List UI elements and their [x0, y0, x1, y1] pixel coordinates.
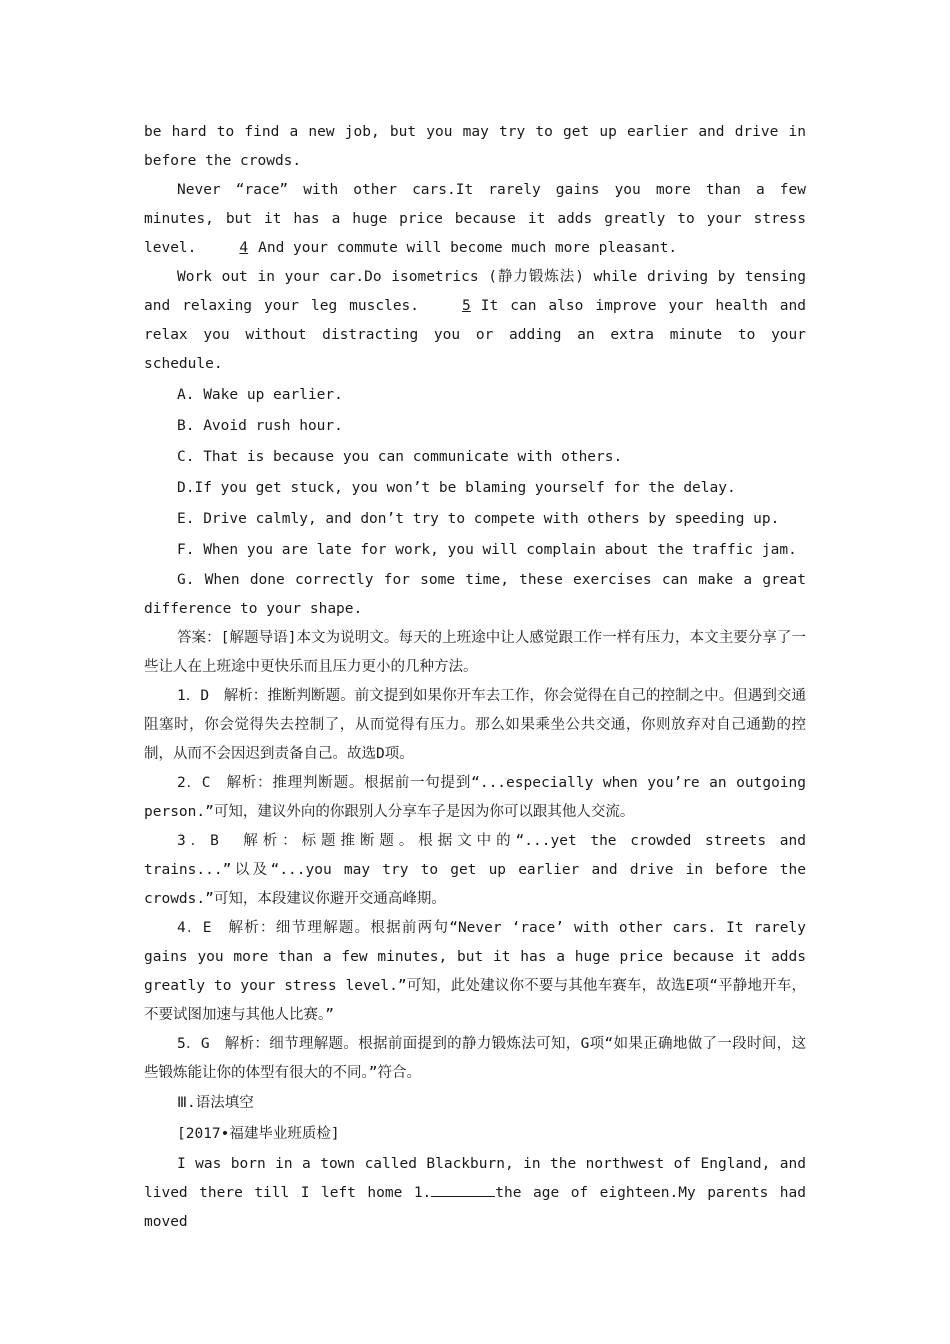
answer-2: 2．C 解析：推理判断题。根据前一句提到“...especially when you’re an outgoing person.”可知，建议外向的你跟别人分享车子是因为你可以跟其他人交流。: [144, 775, 806, 820]
option-g: G. When done correctly for some time, these exercises can make a great difference to your shape.: [144, 572, 806, 617]
answer-intro: 答案：[解题导语]本文为说明文。每天的上班途中让人感觉跟工作一样有压力，本文主要分享了一些让人在上班途中更快乐而且压力更小的几种方法。: [144, 630, 806, 675]
answer-3: 3．B 解析：标题推断题。根据文中的“...yet the crowded streets and trains...”以及“...you may try to get up earlier and drive in before the crowds.”可知，本段建议你避开交通高峰期。: [144, 833, 806, 907]
option-c: C. That is because you can communicate with others.: [177, 449, 623, 465]
blank-4: 4: [239, 240, 249, 256]
grammar-passage: [144, 1150, 806, 1237]
paragraph-2-text: Never “race” with other cars.It rarely gains you more than a few minutes, but it has a huge price because it adds greatly to your stress level.: [144, 182, 806, 256]
option-b: B. Avoid rush hour.: [177, 418, 343, 434]
answer-1: 1．D 解析：推断判断题。前文提到如果你开车去工作，你会觉得在自己的控制之中。但遇到交通阻塞时，你会觉得失去控制了，从而觉得有压力。那么如果乘坐公共交通，你则放弃对自己通勤的控制，从而不会因迟到责备自己。故选D项。: [144, 688, 806, 762]
option-d: D.If you get stuck, you won’t be blaming yourself for the delay.: [177, 480, 736, 496]
document-page: [144, 118, 806, 1237]
paragraph-3-text: Work out in your car.Do isometrics (静力锻炼法) while driving by tensing and relaxing your leg muscles.: [144, 269, 806, 314]
answer-4: 4．E 解析：细节理解题。根据前两句“Never ‘race’ with other cars. It rarely gains you more than a few minutes, but it has a huge price because it adds greatly to your stress level.”可知，此处建议你不要与其他车赛车，故选E项“平静地开车，不要试图加速与其他人比赛。”: [144, 920, 806, 1023]
passage-paragraph-2: [144, 176, 806, 263]
option-e: E. Drive calmly, and don’t try to compete with others by speeding up.: [177, 511, 780, 527]
section-heading: Ⅲ.语法填空: [177, 1095, 254, 1111]
section-source: [2017•福建毕业班质检]: [177, 1126, 340, 1142]
passage-paragraph-1: be hard to find a new job, but you may try to get up earlier and drive in before the crowds.: [144, 124, 806, 169]
grammar-text-after: the age of eighteen.My parents had moved: [144, 1185, 807, 1230]
answer-5: 5．G 解析：细节理解题。根据前面提到的静力锻炼法可知，G项“如果正确地做了一段时间，这些锻炼能让你的体型有很大的不同。”符合。: [144, 1036, 806, 1081]
option-a: A. Wake up earlier.: [177, 387, 343, 403]
blank-1[interactable]: [431, 1182, 495, 1197]
option-f: F. When you are late for work, you will complain about the traffic jam.: [177, 542, 797, 558]
passage-paragraph-3: [144, 263, 806, 379]
blank-5: 5: [462, 298, 471, 314]
paragraph-3-text-after: It can also improve your health and relax you without distracting you or adding an extra minute to your schedule.: [144, 298, 806, 372]
grammar-text: I was born in a town called Blackburn, in the northwest of England, and lived there till I left home 1.: [144, 1156, 806, 1201]
paragraph-2-text-after: And your commute will become much more pleasant.: [258, 240, 678, 256]
